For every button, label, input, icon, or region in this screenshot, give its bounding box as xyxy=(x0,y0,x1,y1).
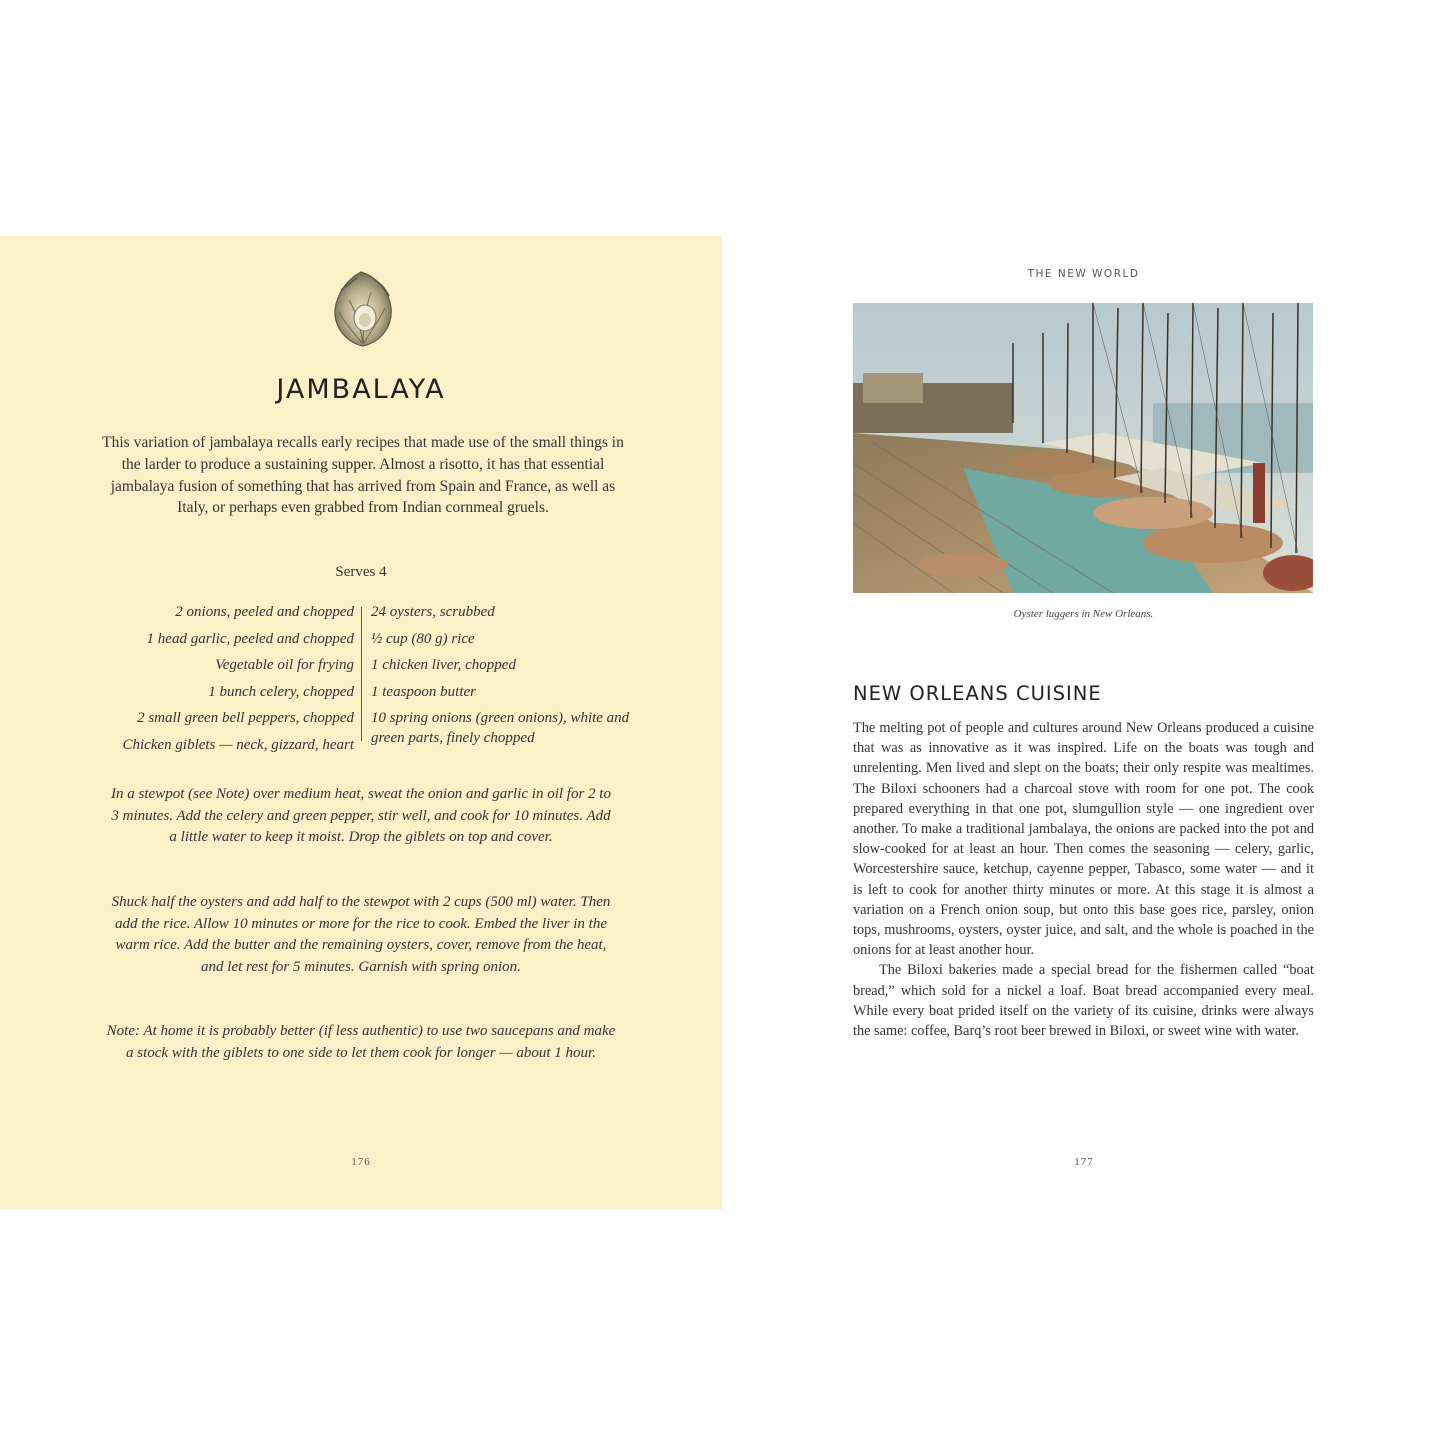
left-page xyxy=(0,236,722,1209)
ingredient-item: 24 oysters, scrubbed xyxy=(371,604,495,620)
ingredient-item: Chicken giblets — neck, gizzard, heart xyxy=(122,736,354,753)
body-text xyxy=(853,718,1314,1041)
recipe-title: JAMBALAYA xyxy=(276,374,446,405)
body-paragraph: The melting pot of people and cultures around New Orleans produced a cuisine that was as innovative as it was inspired. Life on the boats was tough and unrelenting. Men lived and slept on the boats; their only respite was mealtimes. The Biloxi schooners had a charcoal stove with room for one pot. The cook prepared everything in that one pot, slumgullion style — one ingredient over another. To make a traditional jambalaya, the onions are packed into the pot and slow-cooked for at least an hour. Then comes the seasoning — celery, garlic, Worcestershire sauce, ketchup, cayenne pepper, Tabasco, some water — and it is left to cook for another thirty minutes or more. At this stage it is almost a variation on a French onion soup, but onto this base goes rice, parsley, onion tops, mushrooms, oysters, oyster juice, and salt, and the whole is poached in the onions for at least another hour. xyxy=(853,720,1314,959)
ingredients-column-right xyxy=(371,602,641,747)
page-number: 176 xyxy=(351,1156,371,1168)
section-title: NEW ORLEANS CUISINE xyxy=(853,682,1102,705)
recipe-note: Note: At home it is probably better (if less authentic) to use two saucepans and make a stock with the giblets to one side to let them cook for longer — about 1 hour. xyxy=(106,1023,616,1061)
right-page xyxy=(722,236,1445,1209)
photo-caption: Oyster luggers in New Orleans. xyxy=(1013,608,1154,620)
ingredient-item: 1 chicken liver, chopped xyxy=(371,657,516,674)
method-step: Shuck half the oysters and add half to the stewpot with 2 cups (500 ml) water. Then add the rice. Allow 10 minutes or more for the rice to cook. Embed the liver in the warm rice. Add the butter and the remaining oysters, cover, remove from the heat, and let rest for 5 minutes. Garnish with spring onion. xyxy=(111,894,611,975)
oyster-shell-icon xyxy=(331,270,395,348)
ingredient-item: 1 bunch celery, chopped xyxy=(208,683,354,700)
ingredients-column-left xyxy=(54,602,354,762)
page-number: 177 xyxy=(1074,1156,1094,1168)
ingredient-item: 2 small green bell peppers, chopped xyxy=(137,710,354,727)
method-step: In a stewpot (see Note) over medium heat, sweat the onion and garlic in oil for 2 to 3 minutes. Add the celery and green pepper, stir well, and cook for 10 minutes. Add a little water to keep it moist. Drop the giblets on top and cover. xyxy=(111,786,611,846)
ingredient-item: ½ cup (80 g) rice xyxy=(371,630,475,647)
ingredient-item: Vegetable oil for frying xyxy=(215,657,354,674)
ingredient-item: 2 onions, peeled and chopped xyxy=(175,604,354,620)
ingredient-item: 10 spring onions (green onions), white and green parts, finely chopped xyxy=(371,710,630,747)
body-paragraph: The Biloxi bakeries made a special bread for the fishermen called “boat bread,” which sold for a nickel a loaf. Boat bread accompanied every meal. While every boat prided itself on the variety of its cuisine, drinks were always the same: coffee, Barq’s root beer brewed in Biloxi, or sweet wine with water. xyxy=(853,962,1314,1040)
serves-count: Serves 4 xyxy=(335,564,387,580)
ingredients-divider xyxy=(361,607,362,741)
ingredient-item: 1 teaspoon butter xyxy=(371,683,476,700)
running-head: THE NEW WORLD xyxy=(1027,268,1140,280)
recipe-intro: This variation of jambalaya recalls early recipes that made use of the small things in the larder to produce a sustaining supper. Almost a risotto, it has that essential jambalaya fusion of something that has arrived from Spain and France, as well as Italy, or perhaps even grabbed from Indian cornmeal gruels. xyxy=(102,434,624,517)
harbor-photo xyxy=(853,303,1313,593)
ingredient-item: 1 head garlic, peeled and chopped xyxy=(146,630,354,647)
